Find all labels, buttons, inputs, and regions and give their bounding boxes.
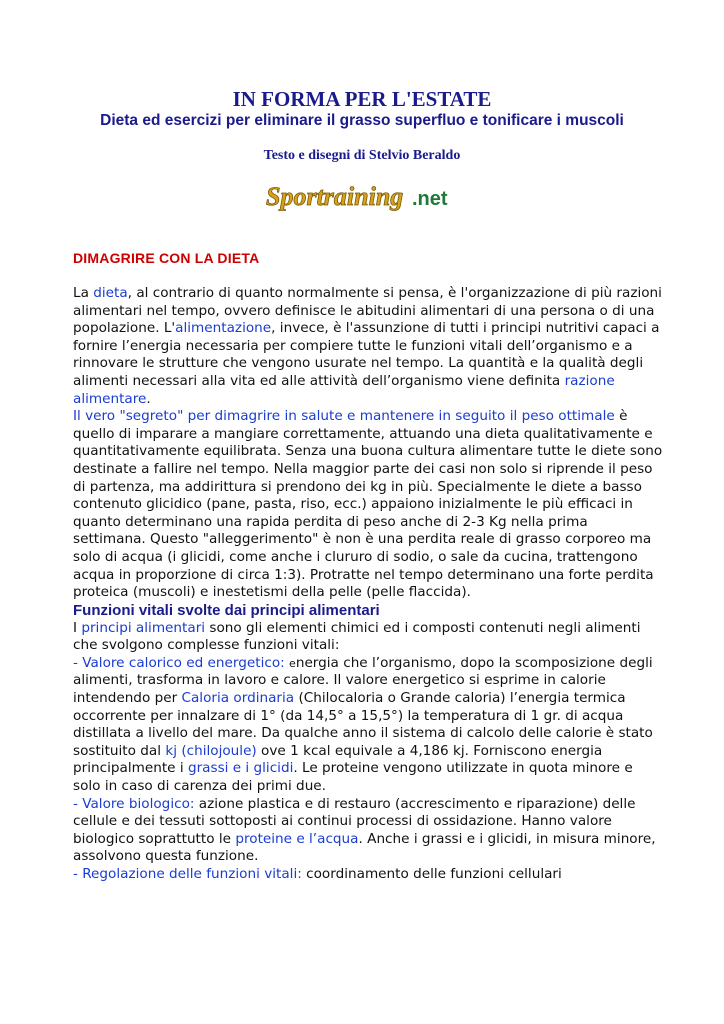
link-kj[interactable]: kj (chilojoule) [165, 742, 257, 759]
article-body [73, 285, 663, 884]
highlight-segreto: Il vero "segreto" per dimagrire in salute e mantenere in seguito il peso ottimale [73, 408, 615, 425]
link-principi-alimentari[interactable]: principi alimentari [81, 619, 206, 636]
link-dieta[interactable]: dieta [93, 285, 128, 301]
list-item-valore-calorico: - Valore calorico ed energetico: energia che l’organismo, dopo la scomposizione degli alimenti, trasforma in lavoro e calore. Il valore energetico si esprime in calorie intendendo per Caloria ordinaria (Chilocaloria o Grande caloria) l’energia termica occorrente per innalzare di 1° (da 14,5° a 15,5°) la temperatura di 1 gr. di acqua distillata a livello del mare. Da qualche anno il sistema di calcolo delle calorie è stato sostituito dal kj (chilojoule) ove 1 kcal equivale a 4,186 kj. Forniscono energia principalmente i grassi e i glicidi. Le proteine vengono utilizzate in quota minore e solo in caso di carenza dei primi due. [73, 654, 653, 795]
author-byline: Testo e disegni di Stelvio Beraldo [263, 148, 461, 163]
label-regolazione: - Regolazione delle funzioni vitali: [73, 866, 302, 882]
logo-tld-text: .net [412, 188, 448, 210]
page-subtitle: Dieta ed esercizi per eliminare il grasso superfluo e tonificare i muscoli [100, 112, 624, 129]
link-caloria-ordinaria[interactable]: Caloria ordinaria [181, 690, 295, 707]
link-proteine-acqua[interactable]: proteine e l’acqua [235, 830, 359, 847]
paragraph-principi: I principi alimentari sono gli elementi chimici ed i composti contenuti negli alimenti che svolgono complesse funzioni vitali: [73, 619, 641, 654]
paragraph-dieta: La dieta, al contrario di quanto normalmente si pensa, è l'organizzazione di più razioni alimentari nel tempo, ovvero definisce le abitudini alimentari di una persona o di una popolazione. L'alimentazione, invece, è l'assunzione di tutti i principi nutritivi capaci a fornire l’energia necessaria per compiere tutte le funzioni vitali dell’organismo e a rinnovare le strutture che vengono usurate nel tempo. La quantità e la qualità degli alimenti necessari alla vita ed alle attività dell’organismo viene definita razione alimentare. [73, 285, 662, 407]
label-valore-biologico: - Valore biologico: [73, 795, 195, 812]
link-grassi-glicidi[interactable]: grassi e i glicidi [187, 760, 294, 777]
list-item-regolazione: - Regolazione delle funzioni vitali: coordinamento delle funzioni cellulari [73, 866, 562, 882]
label-valore-calorico: - Valore calorico ed energetico: [73, 654, 290, 671]
section-heading-funzioni: Funzioni vitali svolte dai principi alimentari [73, 601, 380, 619]
link-razione-alimentare[interactable]: razione alimentare [73, 372, 615, 407]
sportraining-logo[interactable] [262, 178, 462, 218]
paragraph-segreto: Il vero "segreto" per dimagrire in salute e mantenere in seguito il peso ottimale è quello di imparare a mangiare correttamente, attuando una dieta qualitativamente e quantitativamente equilibrata. Senza una buona cultura alimentare tutte le diete sono destinate a fallire nel tempo. Nella maggior parte dei casi non solo si riprende il peso di partenza, ma addirittura si prendono dei kg in più. Specialmente le diete a basso contenuto glicidico (pane, pasta, riso, ecc.) appaiono inizialmente le più efficaci in quanto determinano una rapida perdita di peso anche di 2-3 Kg nella prima settimana. Questo "alleggerimento" è non è una perdita reale di grasso corporeo ma solo di acqua (i glicidi, come anche i clururo di sodio, o sale da cucina, trattengono acqua in proporzione di circa 1:3). Protratte nel tempo determinano una forte perdita proteica (muscoli) e inestetismi della pelle (pelle flaccida). [73, 408, 663, 601]
section-heading-dieta: DIMAGRIRE CON LA DIETA [73, 250, 260, 266]
list-item-valore-biologico: - Valore biologico: azione plastica e di restauro (accrescimento e riparazione) delle cellule e dei tessuti sottoposti ai continui processi di ossidazione. Hanno valore biologico soprattutto le proteine e l’acqua. Anche i grassi e i glicidi, in misura minore, assolvono questa funzione. [73, 795, 656, 865]
page-title: IN FORMA PER L'ESTATE [232, 87, 492, 111]
link-alimentazione[interactable]: alimentazione [175, 320, 272, 337]
logo-main-text: Sportraining [266, 182, 404, 211]
